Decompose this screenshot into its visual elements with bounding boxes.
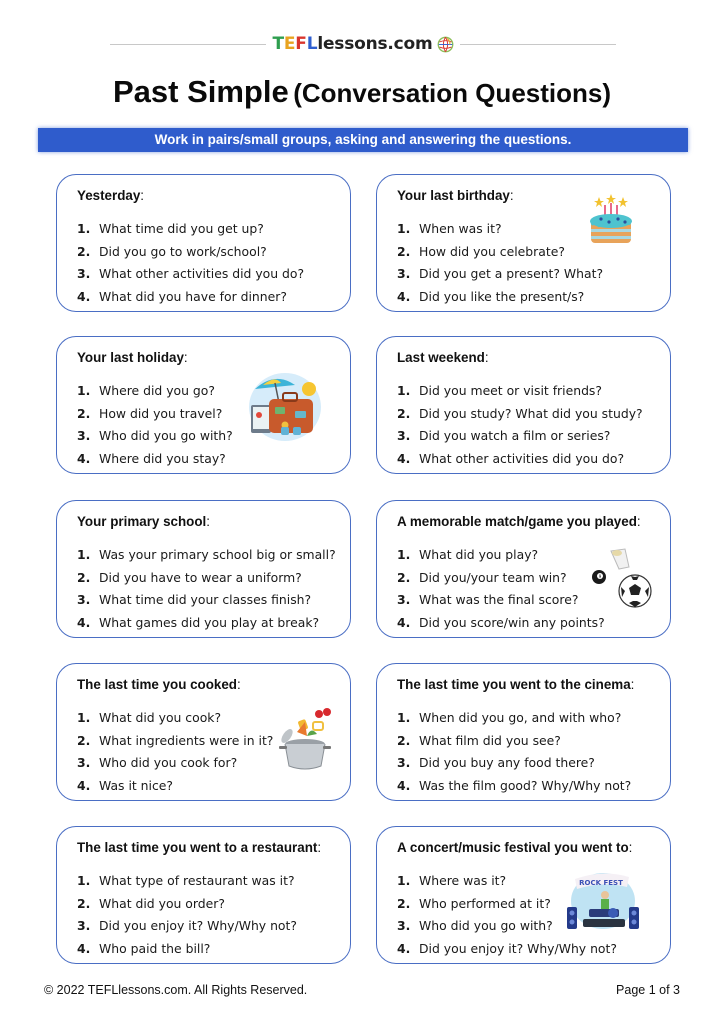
logo-text: lessons.com [317,34,433,54]
question-card-cinema [376,663,671,801]
question-item: 2. Did you study? What did you study? [397,405,643,421]
divider-left [110,44,266,45]
card-heading: Your last holiday: [77,350,188,365]
question-item: 4. Was the film good? Why/Why not? [397,777,632,793]
copyright-text: © 2022 TEFLlessons.com. All Rights Reserved. [44,983,308,997]
question-item: 1. When was it? [397,221,502,236]
question-card-memorable-match [376,500,671,638]
question-list [397,707,631,797]
question-item: 4. Did you like the present/s? [397,288,585,304]
question-item: 4. Was it nice? [77,777,173,793]
question-item: 3. What other activities did you do? [77,266,305,282]
question-item: 4. What other activities did you do? [397,450,625,466]
question-list [77,380,233,470]
question-item: 2. How did you celebrate? [397,243,565,259]
question-item: 4. What did you have for dinner? [77,288,287,304]
sports-balls-icon [591,547,657,611]
instruction-banner: Work in pairs/small groups, asking and answering the questions. [38,128,688,152]
site-logo [266,34,459,54]
birthday-cake-icon [585,193,637,249]
card-heading: Yesterday: [77,188,145,203]
question-card-restaurant [56,826,351,964]
question-list [77,218,304,308]
question-item: 3. Did you enjoy it? Why/Why not? [77,918,297,934]
question-item: 4. Who paid the bill? [77,940,211,956]
question-item: 4. Did you score/win any points? [397,614,605,630]
card-heading: A concert/music festival you went to: [397,840,633,855]
question-card-holiday [56,336,351,474]
card-heading: Last weekend: [397,350,489,365]
question-list [77,707,273,797]
question-item: 3. What time did your classes finish? [77,592,312,608]
rock-fest-icon [565,871,641,933]
question-item: 3. Who did you go with? [77,428,233,444]
title-main: Past Simple [112,74,289,109]
question-item: 1. Was your primary school big or small? [77,547,336,562]
question-item: 2. Did you go to work/school? [77,243,267,259]
divider-right [460,44,616,45]
page-title [0,74,724,110]
question-item: 2. How did you travel? [77,405,223,421]
question-item: 1. What type of restaurant was it? [77,873,295,888]
question-card-concert [376,826,671,964]
question-item: 2. Who performed at it? [397,895,551,911]
question-item: 4. Did you enjoy it? Why/Why not? [397,940,617,956]
question-card-last-weekend [376,336,671,474]
card-heading: The last time you cooked: [77,677,241,692]
question-item: 1. When did you go, and with who? [397,710,622,725]
question-item: 2. Did you/your team win? [397,569,567,585]
question-list [397,218,603,308]
logo-letter-l: L [306,34,318,54]
question-item: 1. What did you play? [397,547,539,562]
question-item: 2. What ingredients were in it? [77,732,274,748]
question-item: 3. What was the final score? [397,592,579,608]
question-item: 3. Did you watch a film or series? [397,428,611,444]
question-item: 3. Who did you cook for? [77,755,238,771]
cooking-pot-icon [275,700,337,774]
question-item: 1. What did you cook? [77,710,222,725]
logo-letter-e: E [283,34,296,54]
question-item: 1. Where did you go? [77,383,215,398]
site-logo-row [110,32,616,56]
question-item: 2. What did you order? [77,895,225,911]
page-number: Page 1 of 3 [616,983,680,997]
card-heading: The last time you went to the cinema: [397,677,635,692]
card-heading: A memorable match/game you played: [397,514,641,529]
question-list [397,544,605,634]
card-heading: Your primary school: [77,514,210,529]
question-list [397,380,643,470]
logo-letter-f: F [295,34,307,54]
question-item: 4. Where did you stay? [77,450,226,466]
question-item: 3. Who did you go with? [397,918,553,934]
question-item: 3. Did you get a present? What? [397,266,604,282]
question-item: 2. Did you have to wear a uniform? [77,569,302,585]
question-item: 4. What games did you play at break? [77,614,320,630]
card-heading: The last time you went to a restaurant: [77,840,322,855]
question-card-birthday [376,174,671,312]
title-sub: (Conversation Questions) [293,78,612,108]
question-item: 3. Did you buy any food there? [397,755,595,771]
logo-letter-t: T [272,34,284,54]
question-list [77,870,297,960]
card-heading: Your last birthday: [397,188,514,203]
question-card-yesterday [56,174,351,312]
svg-text:ROCK FEST: ROCK FEST [579,879,623,887]
question-item: 2. What film did you see? [397,732,561,748]
question-item: 1. What time did you get up? [77,221,264,236]
question-card-primary-school [56,500,351,638]
question-item: 1. Did you meet or visit friends? [397,383,602,398]
holiday-suitcase-icon [245,371,323,443]
globe-icon [437,36,454,53]
svg-text:9: 9 [598,574,602,579]
question-item: 1. Where was it? [397,873,507,888]
question-list [77,544,336,634]
question-card-cooked [56,663,351,801]
